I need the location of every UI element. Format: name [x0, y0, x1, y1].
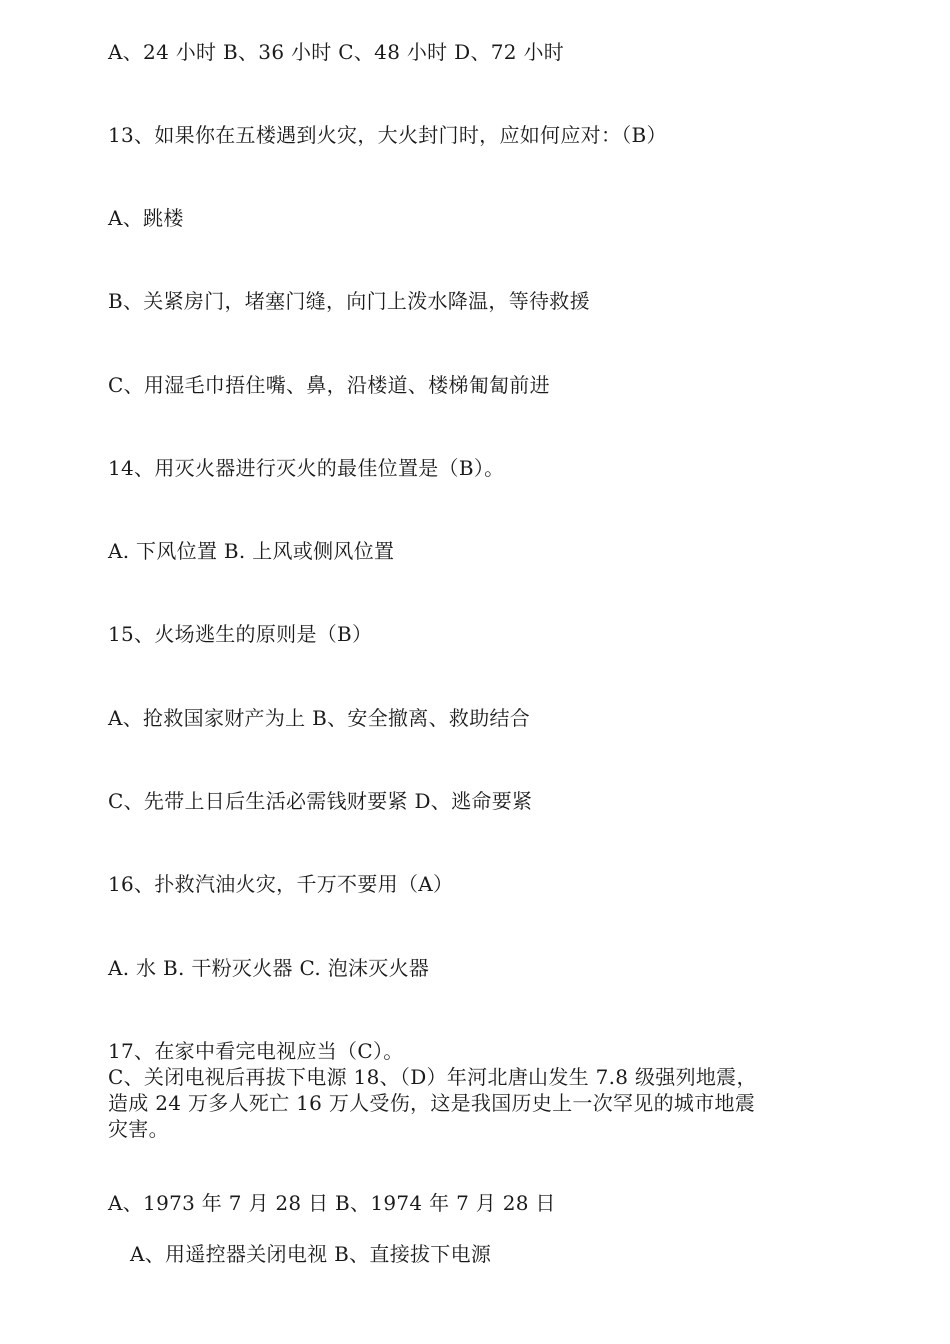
q13-option-b: B、关紧房门，堵塞门缝，向门上泼水降温，等待救援	[108, 289, 590, 313]
question-15: 15、火场逃生的原则是（B）	[108, 622, 373, 646]
question-17-18-block	[108, 1038, 828, 1142]
q17-options-ab: A、用遥控器关闭电视 B、直接拔下电源	[130, 1242, 492, 1266]
q15-options-cd: C、先带上日后生活必需钱财要紧 D、逃命要紧	[108, 789, 533, 813]
answer-options-q12: A、24 小时 B、36 小时 C、48 小时 D、72 小时	[108, 40, 565, 64]
question-16: 16、扑救汽油火灾，千万不要用（A）	[108, 872, 454, 896]
q13-option-c: C、用湿毛巾捂住嘴、鼻，沿楼道、楼梯匍匐前进	[108, 373, 550, 397]
question-13: 13、如果你在五楼遇到火灾，大火封门时，应如何应对：（B）	[108, 123, 667, 147]
q18-options: A、1973 年 7 月 28 日 B、1974 年 7 月 28 日	[108, 1191, 556, 1215]
q13-option-a: A、跳楼	[108, 206, 184, 230]
q15-options-ab: A、抢救国家财产为上 B、安全撤离、救助结合	[108, 706, 531, 730]
q17-answer-q18-text: C、关闭电视后再拔下电源 18、（D）年河北唐山发生 7.8 级强列地震，	[108, 1065, 757, 1089]
q16-options: A. 水 B. 干粉灭火器 C. 泡沫灭火器	[108, 956, 430, 980]
q14-options: A. 下风位置 B. 上风或侧风位置	[108, 539, 395, 563]
q18-text-continued: 造成 24 万多人死亡 16 万人受伤，这是我国历史上一次罕见的城市地震	[108, 1091, 756, 1115]
question-14: 14、用灭火器进行灭火的最佳位置是（B）。	[108, 456, 505, 480]
q18-text-end: 灾害。	[108, 1117, 169, 1141]
question-17: 17、在家中看完电视应当（C）。	[108, 1039, 404, 1063]
